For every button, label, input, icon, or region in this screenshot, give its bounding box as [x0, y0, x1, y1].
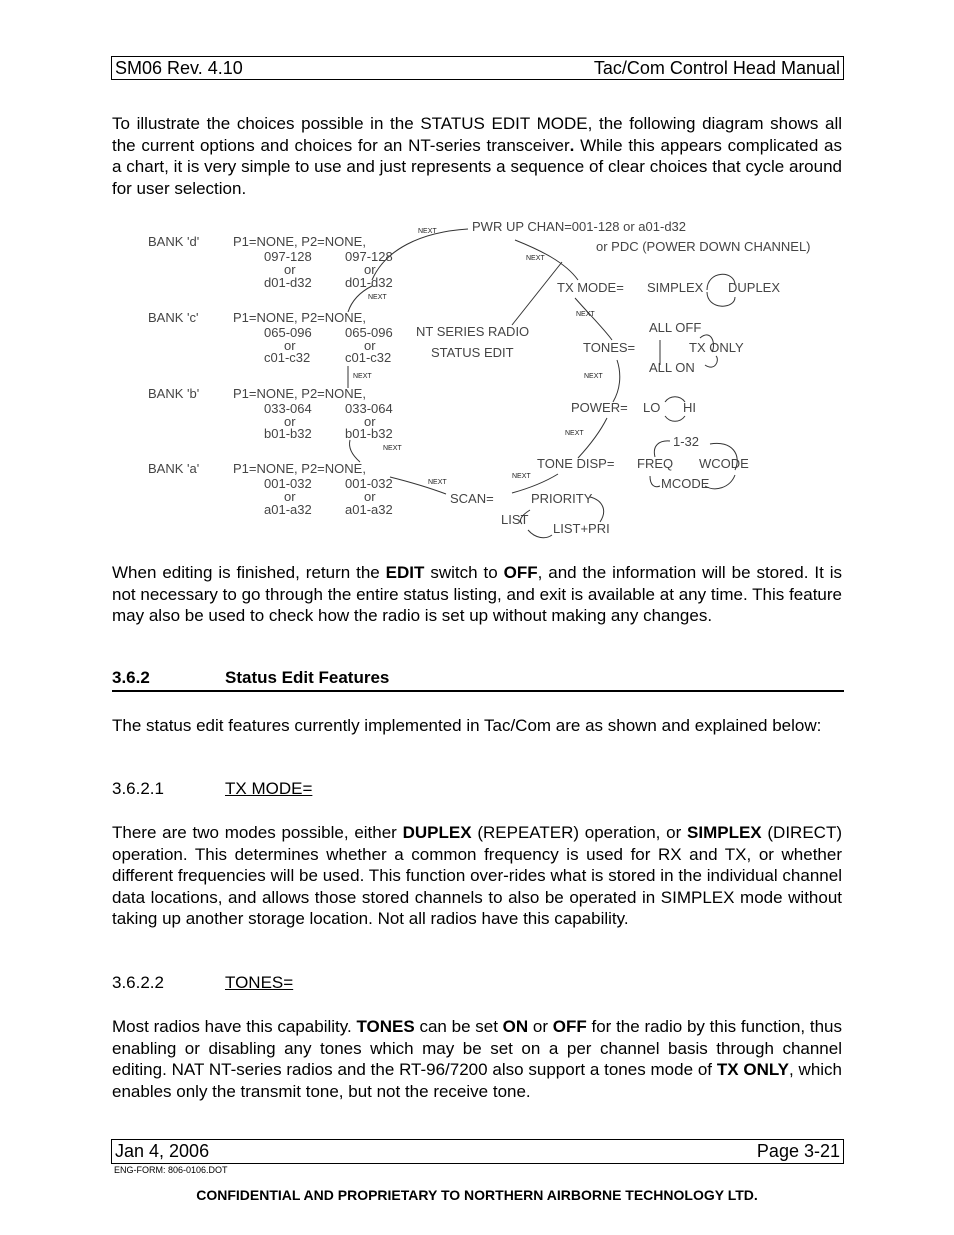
intro-text-1: To illustrate the choices possible in the STATUS EDIT MODE, the following diagram shows all the current options and choices for an NT-series transceiver — [112, 114, 842, 155]
next-label-6: NEXT — [512, 473, 531, 480]
p5-text-2: can be set — [414, 1017, 503, 1036]
bank-a-alt2: a01-a32 — [345, 502, 393, 517]
bank-d-range2: 097-128 — [345, 249, 393, 264]
bank-d-or2: or — [364, 262, 376, 277]
intro-paragraph — [112, 113, 842, 199]
next-label-1: NEXT — [418, 228, 437, 235]
bank-a-label: BANK 'a' — [148, 461, 200, 476]
list-option: LIST — [501, 512, 529, 527]
p5-text-5: , which enables only the transmit tone, but not the receive tone. — [112, 1060, 842, 1101]
all-off-option: ALL OFF — [649, 320, 702, 335]
next-label-4: NEXT — [584, 373, 603, 380]
status-edit-label: STATUS EDIT — [431, 345, 514, 360]
nt-series-radio-label: NT SERIES RADIO — [416, 324, 530, 339]
next-label-10: NEXT — [368, 294, 387, 301]
simplex-option: SIMPLEX — [647, 280, 704, 295]
subsection-number: 3.6.2.1 — [112, 779, 164, 798]
p5-text-3: or — [528, 1017, 553, 1036]
next-label-2: NEXT — [526, 255, 545, 262]
flow-arrow-tx-to-tones — [575, 298, 612, 340]
wcode-option: WCODE — [699, 456, 749, 471]
subsection-heading-tones — [112, 973, 293, 993]
bank-b-range1: 033-064 — [264, 401, 312, 416]
tx-mode-label: TX MODE= — [557, 280, 624, 295]
p2-off-bold: OFF — [503, 563, 538, 582]
p5-tones-bold: TONES — [356, 1017, 415, 1036]
p4-text-1: There are two modes possible, either — [112, 823, 403, 842]
page-header — [111, 56, 844, 80]
footer-page-number: Page 3-21 — [756, 1141, 840, 1161]
flow-arrow-bank-a-to-b — [349, 440, 360, 462]
p4-text-2: (REPEATER) operation, or — [471, 823, 688, 842]
pwr-up-chan-label: PWR UP CHAN=001-128 or a01-d32 — [472, 219, 687, 234]
editing-finished-paragraph — [112, 562, 842, 627]
next-label-7: NEXT — [428, 479, 447, 486]
p5-tx-only-bold: TX ONLY — [716, 1060, 790, 1079]
duplex-option: DUPLEX — [728, 280, 781, 295]
form-id: ENG-FORM: 806-0106.DOT — [114, 1165, 228, 1175]
p4-simplex-bold: SIMPLEX — [687, 823, 762, 842]
next-label-3: NEXT — [576, 311, 595, 318]
bank-c-or1: or — [284, 338, 296, 353]
subsection-heading-tx-mode — [112, 779, 312, 799]
bank-a-or1: or — [284, 489, 296, 504]
section-number: 3.6.2 — [112, 668, 150, 687]
bank-c-range2: 065-096 — [345, 325, 393, 340]
features-intro-paragraph: The status edit features currently implemented in Tac/Com are as shown and explained below: — [112, 716, 822, 735]
bank-a-alt1: a01-a32 — [264, 502, 312, 517]
tones-paragraph — [112, 1016, 842, 1102]
page-footer — [111, 1139, 844, 1164]
status-edit-pointer-line — [512, 262, 562, 325]
bank-b-or2: or — [364, 414, 376, 429]
bank-b-range2: 033-064 — [345, 401, 393, 416]
tone-disp-label: TONE DISP= — [537, 456, 615, 471]
status-edit-diagram — [0, 200, 954, 550]
section-title: Status Edit Features — [225, 668, 390, 687]
p2-edit-bold: EDIT — [385, 563, 425, 582]
p4-duplex-bold: DUPLEX — [402, 823, 472, 842]
bank-a-or2: or — [364, 489, 376, 504]
flow-arrow-power-to-tone-disp — [578, 418, 607, 458]
section-heading — [112, 668, 844, 692]
bank-c-p-line: P1=NONE, P2=NONE, — [233, 310, 366, 325]
p4-text-3: (DIRECT) operation. This determines whether a common frequency is used for RX and TX, or whether different frequencies will be used. This function over-rides what is stored in the individual channel data locations, and allows those stored channels to also be operated in SIMPLEX mode without taking up another storage location. Not all radios have this capability. — [112, 823, 842, 928]
pdc-label: or PDC (POWER DOWN CHANNEL) — [596, 239, 811, 254]
p5-on-bold: ON — [502, 1017, 529, 1036]
p2-text-3: , and the information will be stored. It is not necessary to go through the entire status listing, and exit is available at any time. This feature may also be used to check how the radio is set up without making any changes. — [112, 563, 842, 625]
header-manual-title: Tac/Com Control Head Manual — [593, 58, 840, 78]
bank-b-p-line: P1=NONE, P2=NONE, — [233, 386, 366, 401]
p5-off-bold: OFF — [552, 1017, 587, 1036]
tx-only-option: TX ONLY — [689, 340, 744, 355]
scan-label: SCAN= — [450, 491, 494, 506]
subsection-number: 3.6.2.2 — [112, 973, 164, 992]
bank-d-p-line: P1=NONE, P2=NONE, — [233, 234, 366, 249]
power-cycle-arrow — [665, 397, 685, 422]
bank-d-label: BANK 'd' — [148, 234, 200, 249]
list-pri-option: LIST+PRI — [553, 521, 610, 536]
footer-date: Jan 4, 2006 — [115, 1141, 210, 1161]
p2-text-1: When editing is finished, return the — [112, 563, 386, 582]
bank-b-or1: or — [284, 414, 296, 429]
all-on-option: ALL ON — [649, 360, 695, 375]
confidential-notice: CONFIDENTIAL AND PROPRIETARY TO NORTHERN AIRBORNE TECHNOLOGY LTD. — [196, 1187, 758, 1203]
next-label-5: NEXT — [565, 430, 584, 437]
bank-d-alt1: d01-d32 — [264, 275, 312, 290]
subsection-title: TONES= — [225, 973, 294, 992]
flow-arrow-pwr-to-tx — [515, 240, 578, 280]
bank-a-range1: 001-032 — [264, 476, 312, 491]
bank-a-p-line: P1=NONE, P2=NONE, — [233, 461, 366, 476]
lo-option: LO — [643, 400, 661, 415]
header-doc-id: SM06 Rev. 4.10 — [115, 58, 243, 78]
bank-b-alt1: b01-b32 — [264, 426, 312, 441]
bank-b-label: BANK 'b' — [148, 386, 200, 401]
p2-text-2: switch to — [424, 563, 504, 582]
p5-text-1: Most radios have this capability. — [112, 1017, 357, 1036]
bank-c-label: BANK 'c' — [148, 310, 199, 325]
bank-c-alt1: c01-c32 — [264, 350, 311, 365]
power-label: POWER= — [571, 400, 628, 415]
bank-a-range2: 001-032 — [345, 476, 393, 491]
bank-c-range1: 065-096 — [264, 325, 312, 340]
tx-mode-paragraph — [112, 822, 842, 930]
bank-c-alt2: c01-c32 — [345, 350, 392, 365]
tones-label: TONES= — [583, 340, 636, 355]
bank-c-or2: or — [364, 338, 376, 353]
intro-text-2: While this appears complicated as a chart, it is very simple to use and just represents a sequence of clear choices that cycle around for user selection. — [112, 135, 842, 198]
flow-arrow-tones-to-power — [613, 360, 620, 402]
intro-period: . — [569, 135, 575, 155]
next-label-9: NEXT — [353, 373, 372, 380]
freq-option: FREQ — [637, 456, 674, 471]
next-label-8: NEXT — [383, 445, 402, 452]
mcode-option: MCODE — [661, 476, 710, 491]
priority-option: PRIORITY — [531, 491, 593, 506]
bank-d-or1: or — [284, 262, 296, 277]
hi-option: HI — [683, 400, 696, 415]
bank-d-alt2: d01-d32 — [345, 275, 393, 290]
bank-d-range1: 097-128 — [264, 249, 312, 264]
one-32-option: 1-32 — [673, 434, 700, 449]
p5-text-4: for the radio by this function, thus enabling or disabling any tones which may be set on a per channel basis through channel editing. NAT NT-series radios and the RT-96/7200 also support a tones mode of — [112, 1017, 842, 1079]
bank-b-alt2: b01-b32 — [345, 426, 393, 441]
subsection-title: TX MODE= — [225, 779, 313, 798]
